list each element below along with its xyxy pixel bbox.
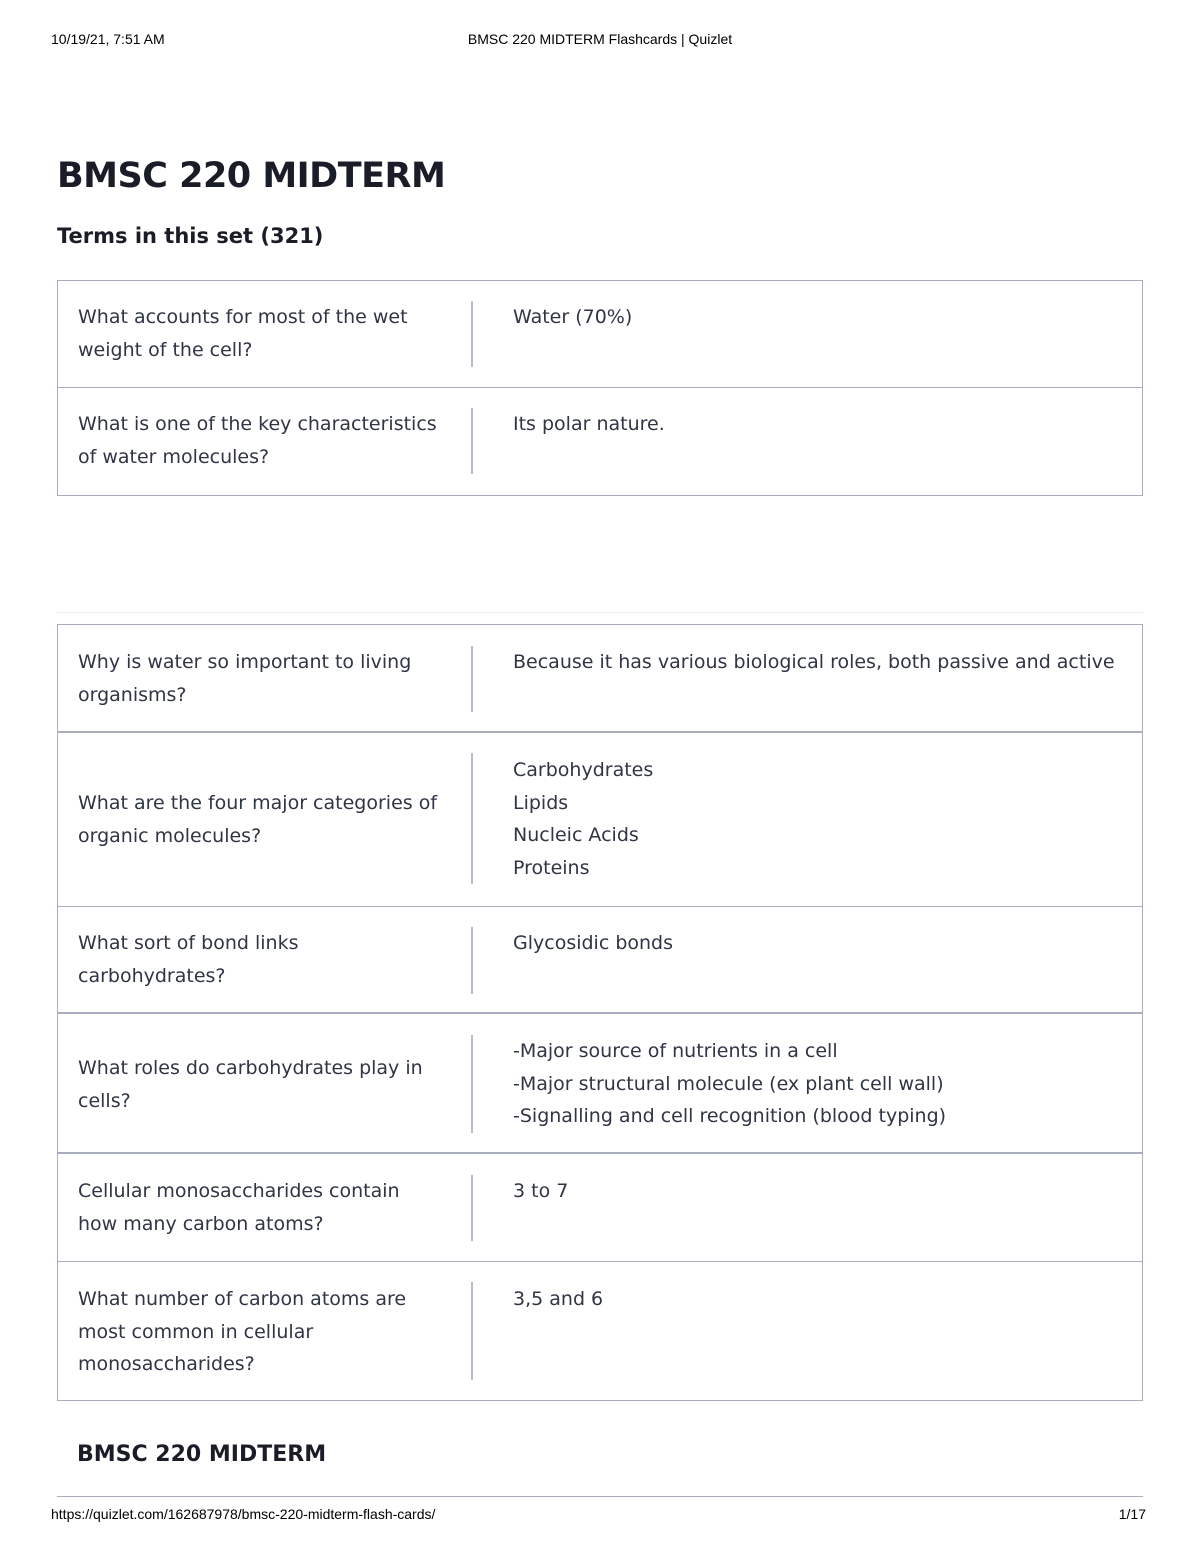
- print-header: [0, 31, 1200, 51]
- card-row: [58, 733, 1142, 907]
- card-divider: [471, 927, 473, 994]
- card-term: What are the four major categories of organic molecules?: [78, 792, 438, 847]
- card-divider: [471, 301, 473, 367]
- card-definition: 3 to 7: [513, 1180, 569, 1202]
- card-term: What sort of bond links carbohydrates?: [78, 932, 299, 987]
- card-divider: [471, 646, 473, 712]
- card-table-2: [57, 624, 1143, 1401]
- card-definition: Its polar nature.: [513, 413, 665, 435]
- print-datetime: 10/19/21, 7:51 AM: [51, 31, 165, 47]
- card-definition: Glycosidic bonds: [513, 932, 674, 954]
- card-definition: -Major source of nutrients in a cell -Major structural molecule (ex plant cell wall) -Signalling and cell recognition (blood typing): [513, 1040, 947, 1127]
- set-title: BMSC 220 MIDTERM: [57, 156, 446, 196]
- card-row: [58, 1154, 1142, 1262]
- card-row: [58, 1262, 1142, 1401]
- card-term: What number of carbon atoms are most common in cellular monosaccharides?: [78, 1288, 407, 1375]
- card-definition: 3,5 and 6: [513, 1288, 604, 1310]
- card-term: Cellular monosaccharides contain how many carbon atoms?: [78, 1180, 400, 1235]
- card-term: What roles do carbohydrates play in cells?: [78, 1057, 423, 1112]
- footer-set-title: BMSC 220 MIDTERM: [77, 1442, 327, 1467]
- card-divider: [471, 1035, 473, 1133]
- card-divider: [471, 1282, 473, 1380]
- card-definition: Carbohydrates Lipids Nucleic Acids Proteins: [513, 759, 654, 879]
- card-divider: [471, 753, 473, 884]
- card-term: What is one of the key characteristics of water molecules?: [78, 413, 437, 468]
- card-definition: Water (70%): [513, 306, 633, 328]
- print-page-title: BMSC 220 MIDTERM Flashcards | Quizlet: [467, 31, 733, 47]
- card-definition: Because it has various biological roles, both passive and active: [513, 651, 1115, 673]
- footer-rule: [57, 1496, 1143, 1497]
- card-term: What accounts for most of the wet weight of the cell?: [78, 306, 408, 361]
- card-divider: [471, 408, 473, 474]
- page-url-link[interactable]: https://quizlet.com/162687978/bmsc-220-midterm-flash-cards/: [51, 1506, 436, 1522]
- section-separator: [57, 612, 1143, 613]
- print-footer: [0, 1506, 1200, 1526]
- card-row: [58, 1014, 1142, 1154]
- card-table-1: [57, 280, 1143, 496]
- card-row: [58, 281, 1142, 388]
- card-term: Why is water so important to living organisms?: [78, 651, 412, 706]
- card-row: [58, 907, 1142, 1014]
- card-row: [58, 625, 1142, 733]
- card-divider: [471, 1175, 473, 1241]
- card-row: [58, 388, 1142, 496]
- page-number: 1/17: [1118, 1506, 1146, 1522]
- terms-heading: Terms in this set (321): [57, 224, 324, 248]
